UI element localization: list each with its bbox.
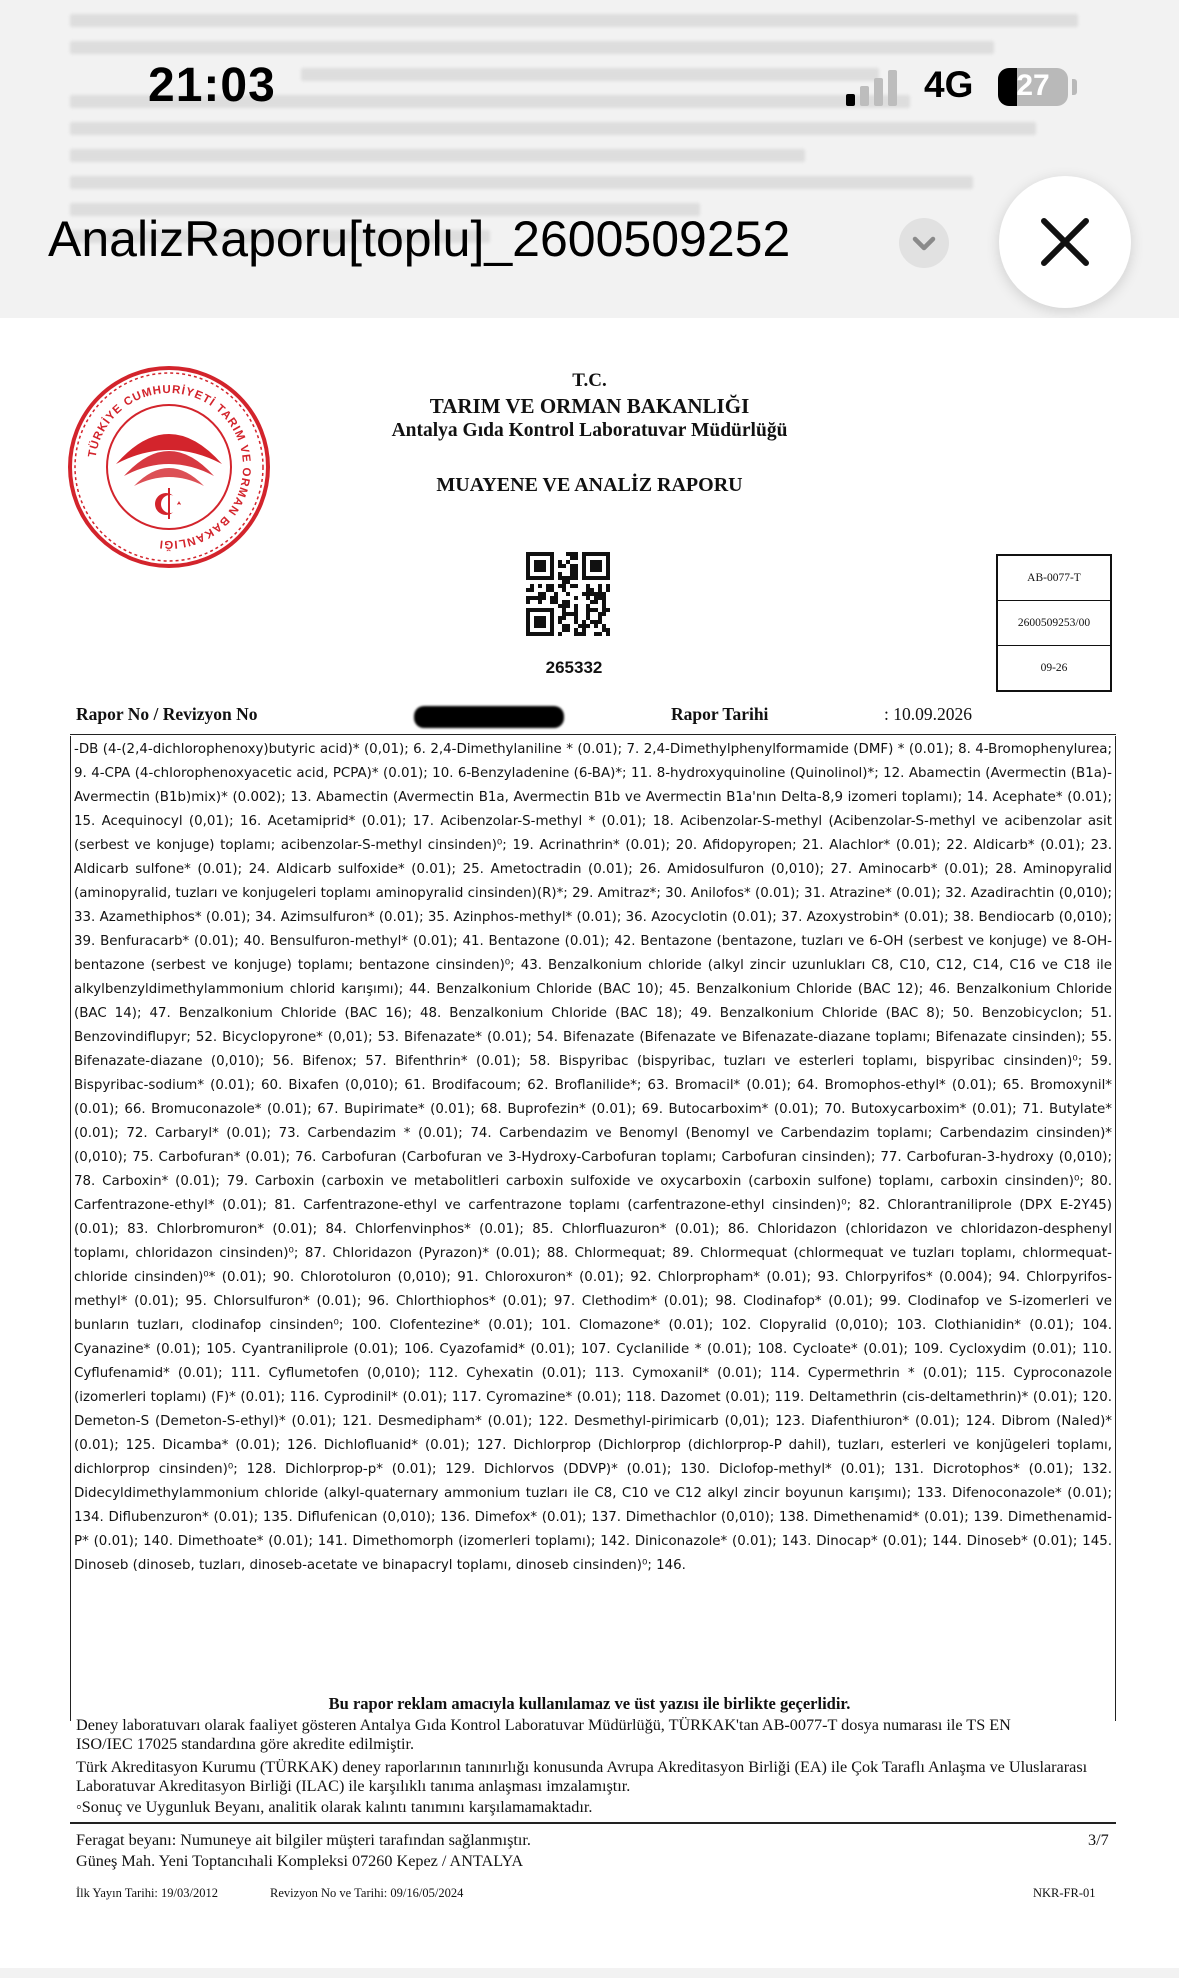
title-menu-button[interactable]	[899, 218, 949, 268]
lab-address: Güneş Mah. Yeni Toptancıhali Kompleksi 07260 Kepez / ANTALYA	[76, 1852, 524, 1870]
header-directorate: Antalya Gıda Kontrol Laboratuvar Müdürlüğü	[391, 420, 788, 441]
notice-turkak: Türk Akreditasyon Kurumu (TÜRKAK) deney raporlarının tanınırlığı konusunda Avrupa Akreditasyon Birliği (EA) ile Çok Taraflı Anlaşma ve Uluslararası Laboratuvar Akreditasyon Birliği (ILAC) ile karşılıklı tanıma anlaşması imzalamıştır.	[76, 1758, 1088, 1795]
body-top-border	[70, 734, 1116, 735]
report-date-value: : 10.09.2026	[884, 704, 972, 724]
report-code-boxes	[996, 554, 1112, 692]
svg-text:TÜRKİYE CUMHURİYETİ TARIM VE O: TÜRKİYE CUMHURİYETİ TARIM VE ORMAN BAKANLIĞI	[86, 383, 253, 551]
footer-divider	[70, 1822, 1116, 1824]
first-publication-date: İlk Yayın Tarihi: 19/03/2012	[76, 1886, 218, 1900]
redacted-report-no	[414, 706, 564, 728]
signal-bar	[888, 70, 897, 106]
analysis-parameter-list: -DB (4-(2,4-dichlorophenoxy)butyric acid)* (0,01); 6. 2,4-Dimethylaniline * (0.01); 7. 2,4-Dimethylphenylformamide (DMF) * (0.01); 8. 4-Bromophenylurea; 9. 4-CPA (4-chlorophenoxyacetic acid, PCPA)* (0.01); 10. 6-Benzyladenine (6-BA)*; 11. 8-hydroxyquinoline (Quinolinol)*; 12. Abamectin (Avermectin (B1a)-Avermectin (B1b)mix)* (0.002); 13. Abamectin (Avermectin B1a, Avermectin B1b ve Avermectin B1a'nın Delta-8,9 izomeri toplamı); 14. Acephate* (0.01); 15. Acequinocyl (0,01); 16. Acetamiprid* (0.01); 17. Acibenzolar-S-methyl * (0.01); 18. Acibenzolar-S-methyl (Acibenzolar-S-methyl ve acibenzolar asit (serbest ve konjuge) toplamı; acibenzolar-S-methyl cinsinden)⁰; 19. Acrinathrin* (0.01); 20. Afidopyropen; 21. Alachlor* (0.01); 22. Aldicarb* (0.01); 23. Aldicarb sulfone* (0.01); 24. Aldicarb sulfoxide* (0.01); 25. Ametoctradin (0.01); 26. Amidosulfuron (0,010); 27. Aminocarb* (0.01); 28. Aminopyralid (aminopyralid, tuzları ve konjugeleri toplamı aminopyralid cinsinden)(R)*; 29. Amitraz*; 30. Anilofos* (0.01); 31. Atrazine* (0.01); 32. Azadirachtin (0,010); 33. Azamethiphos* (0.01); 34. Azimsulfuron* (0.01); 35. Azinphos-methyl* (0.01); 36. Azocyclotin (0.01); 37. Azoxystrobin* (0.01); 38. Bendiocarb (0,010); 39. Benfuracarb* (0.01); 40. Bensulfuron-methyl* (0.01); 41. Bentazone (0.01); 42. Bentazone (bentazone, tuzları ve 6-OH (serbest ve konjuge) ve 8-OH-bentazone (serbest ve konjuge) toplamı; bentazone cinsinden)⁰; 43. Benzalkonium chloride (alkyl zincir uzunlukları C8, C10, C12, C14, C16 ve C18 ile alkylbenzyldimethylammonium chlorid karışımı); 44. Benzalkonium Chloride (BAC 10); 45. Benzalkonium Chloride (BAC 12); 46. Benzalkonium Chloride (BAC 14); 47. Benzalkonium Chloride (BAC 16); 48. Benzalkonium Chloride (BAC 18); 49. Benzalkonium Chloride (BAC 8); 50. Benzobicyclon; 51. Benzovindiflupyr; 52. Bicyclopyrone* (0,01); 53. Bifenazate* (0.01); 54. Bifenazate (Bifenazate ve Bifenazate-diazane toplamı; Bifenazate cinsinden); 55. Bifenazate-diazane (0,010); 56. Bifenox; 57. Bifenthrin* (0.01); 58. Bispyribac (bispyribac, tuzları ve esterleri toplamı, bispyribac cinsinden)⁰; 59. Bispyribac-sodium* (0.01); 60. Bixafen (0,010); 61. Brodifacoum; 62. Broflanilide*; 63. Bromacil* (0.01); 64. Bromophos-ethyl* (0.01); 65. Bromoxynil* (0.01); 66. Bromuconazole* (0.01); 67. Bupirimate* (0.01); 68. Buprofezin* (0.01); 69. Butocarboxim* (0.01); 70. Butoxycarboxim* (0.01); 71. Butylate* (0.01); 72. Carbaryl* (0.01); 73. Carbendazim * (0.01); 74. Carbendazim ve Benomyl (Benomyl ve Carbendazim toplamı; Carbendazim cinsinden)* (0,010); 75. Carbofuran* (0.01); 76. Carbofuran (Carbofuran ve 3-Hydroxy-Carbofuran toplamı; Carbofuran cinsinden); 77. Carbofuran-3-hydroxy (0,010); 78. Carboxin* (0.01); 79. Carboxin (carboxin ve metabolitleri carboxin sulfoxide ve oxycarboxin (carboxin sulfone) toplamı, carboxin cinsinden)⁰; 80. Carfentrazone-ethyl* (0.01); 81. Carfentrazone-ethyl ve carfentrazone toplamı (carfentrazone-ethyl cinsinden)⁰; 82. Chlorantraniliprole (DPX E-2Y45) (0.01); 83. Chlorbromuron* (0.01); 84. Chlorfenvinphos* (0.01); 85. Chlorfluazuron* (0.01); 86. Chloridazon (chloridazon ve chloridazon-desphenyl toplamı, chloridazon cinsinden)⁰; 87. Chloridazon (Pyrazon)* (0.01); 88. Chlormequat; 89. Chlormequat (chlormequat ve tuzları toplamı, chlormequat-chloride cinsinden)⁰* (0.01); 90. Chlorotoluron (0,010); 91. Chloroxuron* (0.01); 92. Chlorpropham* (0.01); 93. Chlorpyrifos* (0.004); 94. Chlorpyrifos-methyl* (0.01); 95. Chlorsulfuron* (0.01); 96. Chlorthiophos* (0.01); 97. Clethodim* (0.01); 98. Clodinafop* (0.01); 99. Clodinafop ve S-izomerleri ve bunların tuzları, clodinafop cinsinden⁰; 100. Clofentezine* (0.01); 101. Clomazone* (0.01); 102. Clopyralid (0,010); 103. Clothianidin* (0.01); 104. Cyanazine* (0.01); 105. Cyantraniliprole (0.01); 106. Cyazofamid* (0.01); 107. Cyclanilide * (0.01); 108. Cycloate* (0.01); 109. Cycloxydim (0.01); 110. Cyflufenamid* (0.01); 111. Cyflumetofen (0,010); 112. Cyhexatin (0.01); 113. Cymoxanil* (0.01); 114. Cypermethrin * (0.01); 115. Cyproconazole (izomerleri toplamı) (F)* (0.01); 116. Cyprodinil* (0.01); 117. Cyromazine* (0.01); 118. Dazomet (0.01); 119. Deltamethrin (cis-deltamethrin)* (0.01); 120. Demeton-S (Demeton-S-ethyl)* (0.01); 121. Desmedipham* (0.01); 122. Desmethyl-pirimicarb (0,01); 123. Diafenthiuron* (0.01); 124. Dibrom (Naled)* (0.01); 125. Dicamba* (0.01); 126. Dichlofluanid* (0.01); 127. Dichlorprop (Dichlorprop (dichlorprop-P dahil), tuzları, esterleri ve konjügeleri toplamı, dichlorprop cinsinden)⁰; 128. Dichlorprop-p* (0.01); 129. Dichlorvos (DDVP)* (0.01); 130. Diclofop-methyl* (0.01); 131. Dicrotophos* (0.01); 132. Didecyldimethylammonium chloride (alkyl-quaternary ammonium tuzları ile C8, C10 ve C12 alkyl zincir boyunun karışımı); 133. Difenoconazole* (0.01); 134. Diflubenzuron* (0.01); 135. Diflufenican (0,010); 136. Dimefox* (0.01); 137. Dimethachlor (0,010); 138. Dimethenamid* (0.01); 139. Dimethenamid-P* (0.01); 140. Dimethoate* (0.01); 141. Dimethomorph (izomerleri toplamı); 142. Diniconazole* (0.01); 143. Dinocap* (0.01); 144. Dinoseb* (0.01); 145. Dinoseb (dinoseb, tuzları, dinoseb-acetate ve binapacryl toplamı, dinoseb cinsinden)⁰; 146.	[70, 736, 1116, 1721]
header-country: T.C.	[572, 370, 607, 391]
chevron-down-icon	[899, 218, 949, 268]
signal-bar	[874, 78, 883, 106]
close-icon	[999, 176, 1131, 308]
signal-bar	[860, 86, 869, 106]
report-type-title: MUAYENE VE ANALİZ RAPORU	[436, 474, 743, 496]
signal-icon	[846, 70, 904, 106]
disclaimer: Feragat beyanı: Numuneye ait bilgiler müşteri tarafından sağlanmıştır.	[76, 1831, 531, 1849]
accreditation-code: AB-0077-T	[998, 556, 1110, 601]
status-time: 21:03	[148, 59, 276, 112]
document-title[interactable]: AnalizRaporu[toplu]_2600509252	[48, 211, 791, 267]
battery-level: 27	[1016, 69, 1050, 102]
report-no-label: Rapor No / Revizyon No	[76, 704, 258, 724]
qr-number: 265332	[545, 658, 603, 677]
notice-bold: Bu rapor reklam amacıyla kullanılamaz ve üst yazısı ile birlikte geçerlidir.	[328, 1694, 851, 1713]
battery-icon	[998, 68, 1068, 106]
notice-accreditation: Deney laboratuvarı olarak faaliyet gösteren Antalya Gıda Kontrol Laboratuvar Müdürlüğü, TÜRKAK'tan AB-0077-T dosya numarası ile TS EN ISO/IEC 17025 standardına göre akredite edilmiştir.	[76, 1716, 1011, 1753]
report-date-label: Rapor Tarihi	[671, 704, 769, 724]
battery-tip	[1072, 79, 1077, 95]
form-code: NKR-FR-01	[1033, 1886, 1096, 1900]
revision-info: Revizyon No ve Tarihi: 09/16/05/2024	[270, 1886, 464, 1900]
qr-code	[526, 552, 610, 636]
network-type: 4G	[924, 64, 974, 105]
document-page	[0, 318, 1179, 1968]
close-button[interactable]	[999, 176, 1131, 308]
notice-conformity: ◦Sonuç ve Uygunluk Beyanı, analitik olarak kalıntı tanımını karşılamamaktadır.	[76, 1798, 593, 1816]
signal-bar	[846, 94, 855, 106]
header-ministry: TARIM VE ORMAN BAKANLIĞI	[429, 394, 750, 418]
page-number: 3/7	[1088, 1831, 1109, 1849]
status-bar	[0, 0, 1179, 150]
report-code: 2600509253/00	[998, 601, 1110, 646]
period-code: 09-26	[1040, 662, 1068, 674]
